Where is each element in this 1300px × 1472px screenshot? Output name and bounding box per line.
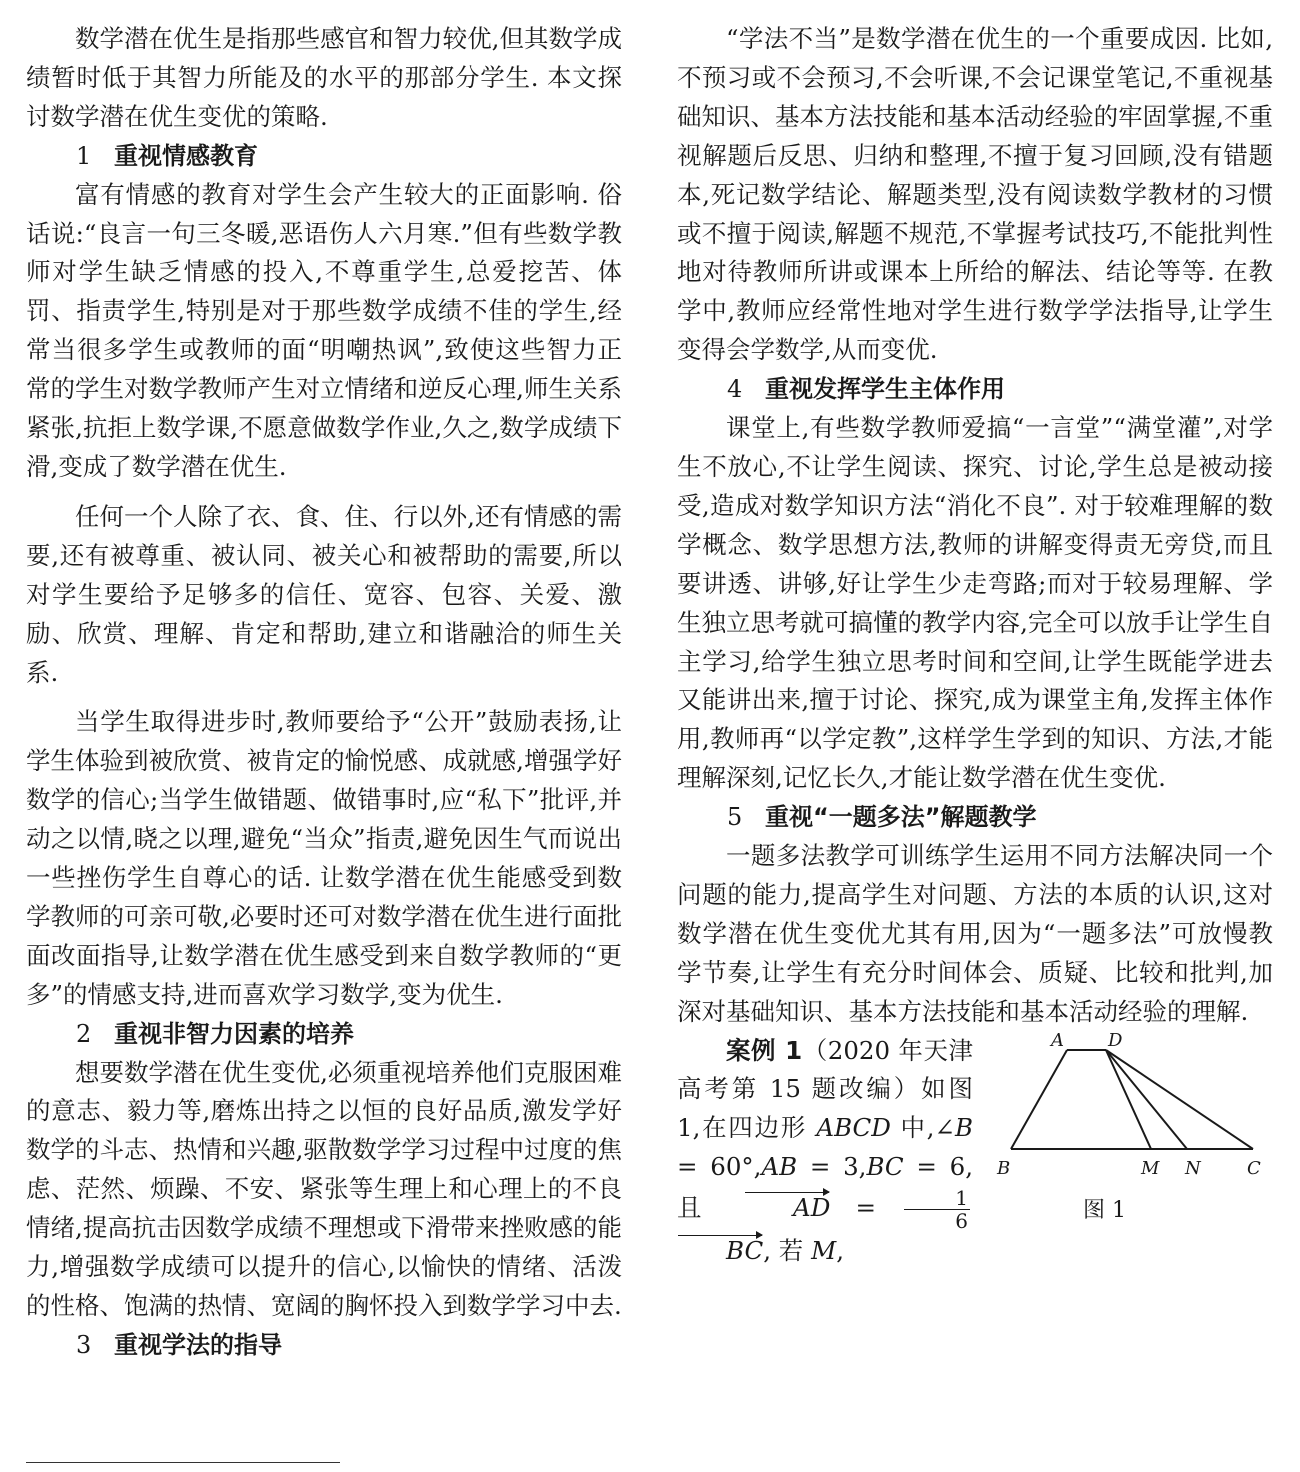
fraction-numerator: 1: [904, 1187, 970, 1210]
label-d: D: [1108, 1031, 1123, 1051]
section-title: 重视学法的指导: [114, 1330, 282, 1359]
section-heading-5: [677, 798, 1273, 837]
section-heading-4: [677, 370, 1273, 409]
label-c: C: [1247, 1157, 1261, 1179]
section-1-paragraph-2: 任何一个人除了衣、食、住、行以外,还有情感的需要,还有被尊重、被认同、被关心和被帮助的需要,所以对学生要给予足够多的信任、宽容、包容、关爱、激励、欣赏、理解、肯定和帮助,建立和谐融洽的师生关系.: [26, 501, 622, 687]
case-paragraph: [677, 1032, 973, 1272]
section-number: 5: [727, 803, 743, 832]
segment-dn: [1106, 1050, 1187, 1149]
label-b: B: [997, 1157, 1011, 1179]
label-m: M: [1141, 1157, 1160, 1179]
case-text-g: ,: [836, 1236, 844, 1266]
math-b: B: [954, 1113, 973, 1143]
section-number: 1: [76, 141, 92, 170]
segment-ab: [1011, 1050, 1067, 1149]
section-heading-2: [26, 1015, 622, 1054]
math-abcd: ABCD: [816, 1113, 891, 1143]
math-m: M: [811, 1236, 837, 1266]
section-1-paragraph-1: 富有情感的教育对学生会产生较大的正面影响. 俗话说:“良言一句三冬暖,恶语伤人六月寒.”但有些数学教师对学生缺乏情感的投入,不尊重学生,总爱挖苦、体罚、指责学生,特别是对于那些数学成绩不佳的学生,经常当很多学生或教师的面“明嘲热讽”,致使这些智力正常的学生对数学教师产生对立情绪和逆反心理,师生关系紧张,抗拒上数学课,不愿意做数学作业,久之,数学成绩下滑,变成了数学潜在优生.: [26, 179, 622, 481]
vector-bc: BC: [677, 1232, 763, 1271]
case-text-b: 中,∠: [890, 1113, 955, 1143]
figure-caption: 图 1: [1083, 1197, 1126, 1223]
section-heading-1: [26, 137, 622, 176]
section-number: 3: [76, 1330, 92, 1359]
case-block: [677, 1032, 1273, 1272]
section-3-paragraph-1: “学法不当”是数学潜在优生的一个重要成因. 比如,不预习或不会预习,不会听课,不会记课堂笔记,不重视基础知识、基本方法技能和基本活动经验的牢固掌握,不重视解题后反思、归纳和整理,不擅于复习回顾,没有错题本,死记数学结论、解题类型,没有阅读数学教材的习惯或不擅于阅读,解题不规范,不掌握考试技巧,不能批判性地对待教师所讲或课本上所给的解法、结论等等. 在教学中,教师应经常性地对学生进行数学学法指导,让学生变得会学数学,从而变优.: [677, 24, 1273, 365]
section-number: 2: [76, 1019, 92, 1048]
section-title: 重视情感教育: [114, 141, 258, 170]
label-n: N: [1185, 1157, 1201, 1179]
case-label: 案例 1: [726, 1035, 803, 1065]
trapezoid-diagram: [995, 1032, 1277, 1192]
section-1-paragraph-3: 当学生取得进步时,教师要给予“公开”鼓励表扬,让学生体验到被欣赏、被肯定的愉悦感、成就感,增强学好数学的信心;当学生做错题、做错事时,应“私下”批评,并动之以情,晓之以理,避免“当众”指责,避免因生气而说出一些挫伤学生自尊心的话. 让数学潜在优生能感受到数学教师的可亲可敬,必要时还可对数学潜在优生进行面批面改面指导,让数学潜在优生感受到来自数学教师的“更多”的情感支持,进而喜欢学习数学,变为优生.: [26, 707, 622, 1009]
case-text-a: （2020 年天津高考第 15 题改编）如图 1,在四边形: [677, 1035, 974, 1143]
fraction-denominator: 6: [955, 1209, 968, 1234]
case-eq: =: [830, 1193, 902, 1223]
section-title: 重视发挥学生主体作用: [765, 375, 1005, 404]
section-4-paragraph-1: 课堂上,有些数学教师爱搞“一言堂”“满堂灌”,对学生不放心,不让学生阅读、探究、讨论,学生总是被动接受,造成对数学知识方法“消化不良”. 对于较难理解的数学概念、数学思想方法,教师的讲解变得责无旁贷,而且要讲透、讲够,好让学生少走弯路;而对于较易理解、学生独立思考就可搞懂的教学内容,完全可以放手让学生自主学习,给学生独立思考时间和空间,让学生既能学进去又能讲出来,擅于讨论、探究,成为课堂主角,发挥主体作用,教师再“以学定教”,这样学生学到的知识、方法,才能理解深刻,记忆长久,才能让数学潜在优生变优.: [677, 413, 1273, 793]
fraction: [904, 1187, 970, 1232]
section-title: 重视非智力因素的培养: [114, 1019, 354, 1048]
section-5-paragraph-1: 一题多法教学可训练学生运用不同方法解决同一个问题的能力,提高学生对问题、方法的本质的认识,这对数学潜在优生变优尤其有用,因为“一题多法”可放慢教学节奏,让学生有充分时间体会、质疑、比较和批判,加深对基础知识、基本方法技能和基本活动经验的理解.: [677, 841, 1273, 1026]
case-text-d: = 3,: [797, 1152, 867, 1182]
intro-paragraph: 数学潜在优生是指那些感官和智力较优,但其数学成绩暂时低于其智力所能及的水平的那部分学生. 本文探讨数学潜在优生变优的策略.: [26, 24, 622, 131]
figure-1: [995, 1032, 1277, 1252]
section-title: 重视“一题多法”解题教学: [765, 803, 1037, 832]
math-ab: AB: [761, 1152, 798, 1182]
math-bc: BC: [866, 1152, 904, 1182]
section-number: 4: [727, 375, 743, 404]
footnote-rule: [26, 1462, 340, 1463]
section-heading-3: [26, 1326, 622, 1365]
vector-ad: AD: [744, 1189, 830, 1228]
case-text-e: = 6, 且: [677, 1152, 973, 1223]
section-2-paragraph-1: 想要数学潜在优生变优,必须重视培养他们克服困难的意志、毅力等,磨炼出持之以恒的良好品质,激发学好数学的斗志、热情和兴趣,驱散数学学习过程中过度的焦虑、茫然、烦躁、不安、紧张等生理上和心理上的不良情绪,提高抗击因数学成绩不理想或下滑带来挫败感的能力,增强数学成绩可以提升的信心,以愉快的情绪、活泼的性格、饱满的热情、宽阔的胸怀投入到数学学习中去.: [26, 1057, 622, 1320]
case-text-f: , 若: [763, 1236, 812, 1266]
case-text: [677, 1032, 973, 1272]
case-text-c: = 60°,: [677, 1152, 762, 1182]
label-a: A: [1051, 1031, 1064, 1051]
left-column: [26, 20, 622, 1365]
right-column: [677, 20, 1273, 1272]
